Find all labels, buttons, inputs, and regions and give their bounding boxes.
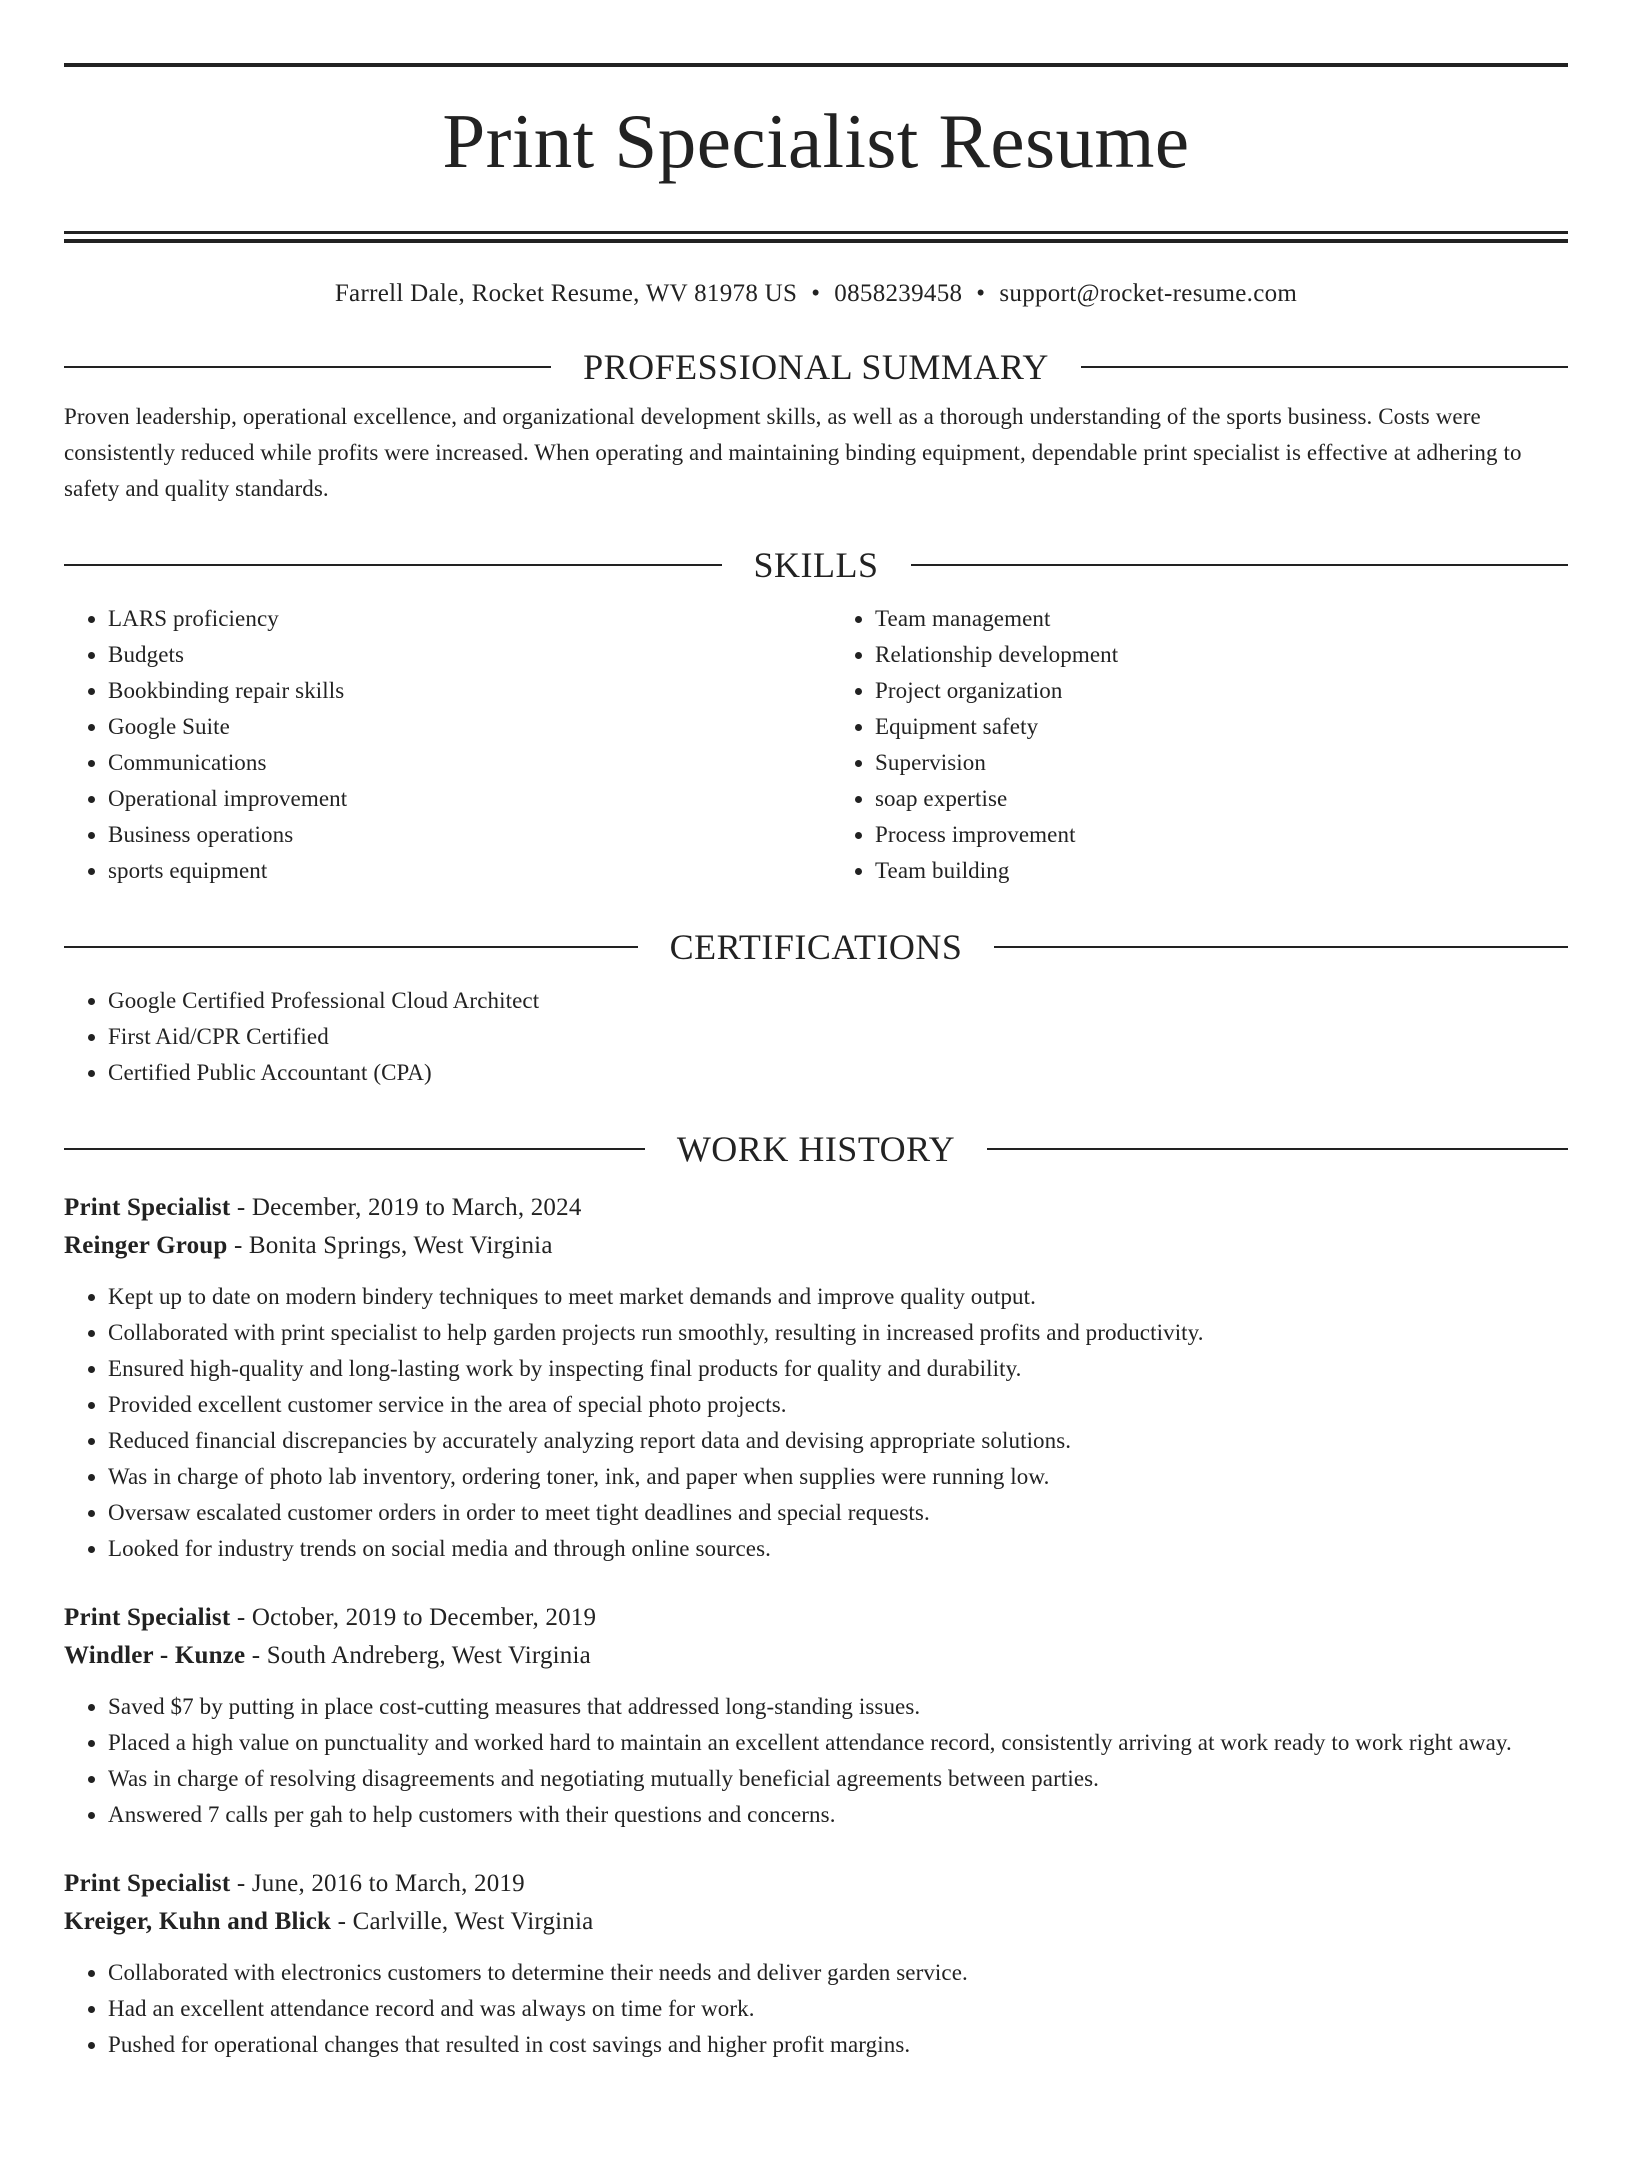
job-bullet: • Saved $7 by putting in place cost-cutting measures that addressed long-standing issues.	[108, 1689, 1568, 1725]
job-company: Windler - Kunze	[64, 1641, 246, 1669]
skill-item: • soap expertise	[875, 781, 1568, 817]
heading-rule	[994, 946, 1568, 948]
contact-phone: 0858239458	[834, 279, 963, 307]
job-dates: - December, 2019 to March, 2024	[230, 1193, 582, 1221]
heading-rule	[987, 1148, 1568, 1150]
skill-item: • Operational improvement	[108, 781, 816, 817]
section-title: PROFESSIONAL SUMMARY	[583, 346, 1049, 387]
job-bullet: • Ensured high-quality and long-lasting work by inspecting final products for quality and durability.	[108, 1351, 1568, 1387]
skill-item: • Equipment safety	[875, 709, 1568, 745]
job-bullet: • Provided excellent customer service in the area of special photo projects.	[108, 1387, 1568, 1423]
section-heading-summary	[64, 345, 1568, 389]
job-company-line	[64, 1637, 1568, 1675]
heading-rule	[1081, 366, 1568, 368]
heading-rule	[64, 564, 722, 566]
section-heading-certifications	[64, 925, 1568, 969]
skill-item: • Process improvement	[875, 817, 1568, 853]
job-bullet: • Had an excellent attendance record and was always on time for work.	[108, 1991, 1568, 2027]
contact-email: support@rocket-resume.com	[999, 279, 1298, 307]
skill-item: • LARS proficiency	[108, 601, 816, 637]
skill-item: • Business operations	[108, 817, 816, 853]
resume-page	[0, 63, 1632, 2175]
job-entry	[64, 1865, 1568, 2063]
heading-rule	[64, 1148, 645, 1150]
job-bullet: • Was in charge of resolving disagreements and negotiating mutually beneficial agreements between parties.	[108, 1761, 1568, 1797]
job-bullet: • Collaborated with electronics customers to determine their needs and deliver garden service.	[108, 1955, 1568, 1991]
summary-text: Proven leadership, operational excellence, and organizational development skills, as well as a thorough understanding of the sports business. Costs were consistently reduced while profits were increased. When operating and maintaining binding equipment, dependable print specialist is effective at adhering to safety and quality standards.	[64, 403, 1522, 501]
heading-rule	[911, 564, 1569, 566]
job-title: Print Specialist	[64, 1869, 231, 1897]
job-title-line	[64, 1599, 1568, 1637]
section-heading-work-history	[64, 1127, 1568, 1171]
job-entry	[64, 1189, 1568, 1567]
section-title: CERTIFICATIONS	[669, 926, 963, 967]
job-location: - Carlville, West Virginia	[331, 1907, 594, 1935]
heading-rule	[64, 946, 638, 948]
job-location: - Bonita Springs, West Virginia	[227, 1231, 553, 1259]
skills-column-right	[816, 601, 1568, 889]
job-bullets	[64, 1279, 1568, 1567]
skill-item: • Team management	[875, 601, 1568, 637]
skills-column-left	[64, 601, 816, 889]
job-title: Print Specialist	[64, 1193, 231, 1221]
job-company-line	[64, 1903, 1568, 1941]
job-bullet: • Oversaw escalated customer orders in order to meet tight deadlines and special requests.	[108, 1495, 1568, 1531]
job-bullet: • Looked for industry trends on social media and through online sources.	[108, 1531, 1568, 1567]
certifications-list	[64, 983, 1568, 1091]
job-company-line	[64, 1227, 1568, 1265]
title-double-rule	[64, 231, 1568, 243]
section-heading-skills	[64, 543, 1568, 587]
job-title-line	[64, 1189, 1568, 1227]
skill-item: • Relationship development	[875, 637, 1568, 673]
skill-item: • Project organization	[875, 673, 1568, 709]
job-title: Print Specialist	[64, 1603, 231, 1631]
top-rule	[64, 63, 1568, 67]
job-bullet: • Answered 7 calls per gah to help customers with their questions and concerns.	[108, 1797, 1568, 1833]
job-bullets	[64, 1689, 1568, 1833]
section-title: WORK HISTORY	[676, 1128, 956, 1169]
job-dates: - June, 2016 to March, 2019	[230, 1869, 525, 1897]
skills-right-list	[816, 601, 1568, 889]
contact-separator: •	[811, 279, 821, 307]
skill-item: • Team building	[875, 853, 1568, 889]
job-bullet: • Reduced financial discrepancies by accurately analyzing report data and devising appropriate solutions.	[108, 1423, 1568, 1459]
contact-separator: •	[976, 279, 986, 307]
skills-list	[64, 601, 1568, 889]
skill-item: • Budgets	[108, 637, 816, 673]
job-entry	[64, 1599, 1568, 1833]
job-location: - South Andreberg, West Virginia	[245, 1641, 591, 1669]
skill-item: • Bookbinding repair skills	[108, 673, 816, 709]
contact-line	[64, 279, 1568, 309]
job-bullet: • Was in charge of photo lab inventory, ordering toner, ink, and paper when supplies were running low.	[108, 1459, 1568, 1495]
skill-item: • Google Suite	[108, 709, 816, 745]
section-title: SKILLS	[753, 544, 879, 585]
certification-item: • Google Certified Professional Cloud Architect	[108, 983, 1568, 1019]
certifications-items	[64, 983, 1568, 1091]
skill-item: • Communications	[108, 745, 816, 781]
certification-item: • Certified Public Accountant (CPA)	[108, 1055, 1568, 1091]
job-bullet: • Pushed for operational changes that resulted in cost savings and higher profit margins.	[108, 2027, 1568, 2063]
job-bullet: • Collaborated with print specialist to help garden projects run smoothly, resulting in increased profits and productivity.	[108, 1315, 1568, 1351]
job-title-line	[64, 1865, 1568, 1903]
job-bullet: • Kept up to date on modern bindery techniques to meet market demands and improve quality output.	[108, 1279, 1568, 1315]
resume-title: Print Specialist Resume	[442, 98, 1190, 184]
job-company: Kreiger, Kuhn and Blick	[64, 1907, 332, 1935]
job-bullet: • Placed a high value on punctuality and worked hard to maintain an excellent attendance record, consistently arriving at work ready to work right away.	[108, 1725, 1568, 1761]
heading-rule	[64, 366, 551, 368]
certification-item: • First Aid/CPR Certified	[108, 1019, 1568, 1055]
job-bullets	[64, 1955, 1568, 2063]
skills-left-list	[64, 601, 816, 889]
job-dates: - October, 2019 to December, 2019	[230, 1603, 597, 1631]
job-company: Reinger Group	[64, 1231, 228, 1259]
skill-item: • Supervision	[875, 745, 1568, 781]
skill-item: • sports equipment	[108, 853, 816, 889]
contact-address: Farrell Dale, Rocket Resume, WV 81978 US	[334, 279, 798, 307]
